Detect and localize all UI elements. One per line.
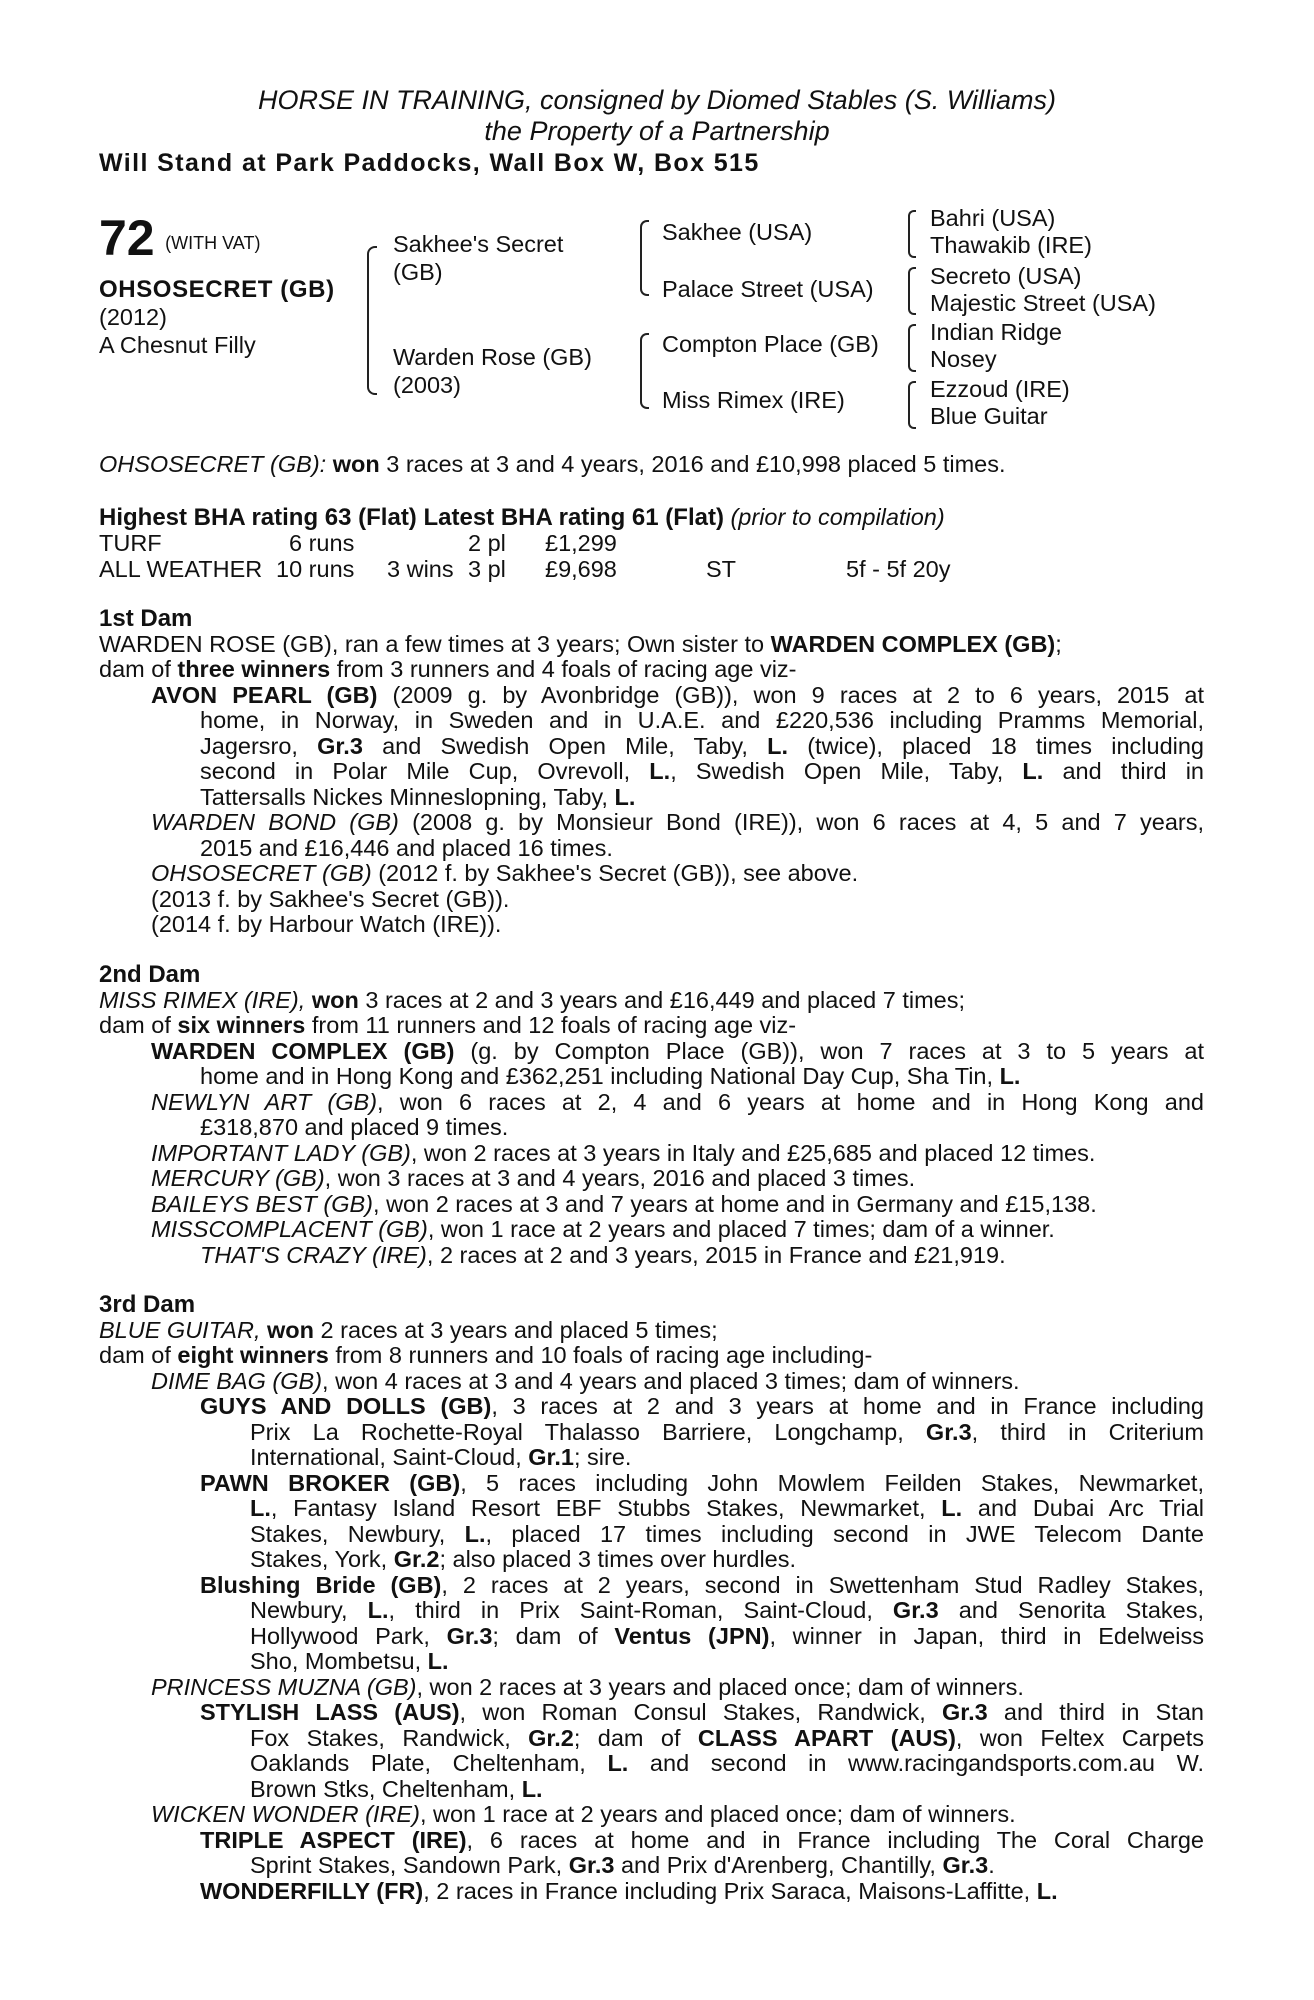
pedigree-sire-suffix: (GB) bbox=[393, 259, 443, 285]
text-line: Fox Stakes, Randwick, Gr.2; dam of CLASS APART (AUS), won Feltex Carpets bbox=[250, 1724, 1204, 1751]
record-row-turf bbox=[99, 531, 1199, 557]
bha-rating bbox=[99, 505, 945, 531]
text-line: home and in Hong Kong and £362,251 including National Day Cup, Sha Tin, L. bbox=[200, 1063, 1021, 1089]
text-line: NEWLYN ART (GB), won 6 races at 2, 4 and 6 years at home and in Hong Kong and bbox=[151, 1088, 1205, 1115]
rating-note: (prior to compilation) bbox=[730, 504, 945, 530]
record-cell: TURF bbox=[99, 530, 162, 556]
text-line: MISS RIMEX (IRE), won 3 races at 2 and 3 years and £16,449 and placed 7 times; bbox=[99, 986, 966, 1013]
summary-rest: 3 races at 3 and 4 years, 2016 and £10,998 placed 5 times. bbox=[379, 451, 1006, 477]
text-line: WARDEN COMPLEX (GB) (g. by Compton Place (GB)), won 7 races at 3 to 5 years at bbox=[151, 1037, 1204, 1064]
pedigree-dam-dam: Miss Rimex (IRE) bbox=[662, 387, 845, 413]
summary-won: won bbox=[332, 451, 380, 477]
pedigree-dam: Warden Rose (GB) bbox=[393, 344, 592, 370]
race-summary bbox=[99, 452, 1006, 478]
record-cell: 3 pl bbox=[468, 556, 506, 582]
text-line: Stakes, Newbury, L., placed 17 times including second in JWE Telecom Dante bbox=[250, 1520, 1204, 1547]
pedigree-brace-6 bbox=[908, 324, 916, 372]
text-line: OHSOSECRET (GB) (2012 f. by Sakhee's Secret (GB)), see above. bbox=[151, 860, 859, 886]
text-line: Newbury, L., third in Prix Saint-Roman, Saint-Cloud, Gr.3 and Senorita Stakes, bbox=[250, 1597, 1204, 1623]
pedigree-dd-dam: Blue Guitar bbox=[930, 403, 1048, 429]
text-line: WARDEN BOND (GB) (2008 g. by Monsieur Bond (IRE)), won 6 races at 4, 5 and 7 years, bbox=[151, 809, 1205, 835]
summary-horse: OHSOSECRET (GB): bbox=[99, 451, 327, 477]
record-cell: 6 runs bbox=[289, 530, 355, 556]
text-line: THAT'S CRAZY (IRE), 2 races at 2 and 3 years, 2015 in France and £21,919. bbox=[200, 1241, 1006, 1268]
text-line: Hollywood Park, Gr.3; dam of Ventus (JPN), winner in Japan, third in Edelweiss bbox=[250, 1622, 1204, 1649]
pedigree-brace-7 bbox=[908, 381, 916, 429]
pedigree-brace-3 bbox=[640, 333, 649, 409]
record-row-all-weather bbox=[99, 557, 1199, 583]
record-cell: 5f - 5f 20y bbox=[846, 556, 951, 582]
text-line: International, Saint-Cloud, Gr.1; sire. bbox=[250, 1444, 632, 1470]
pedigree-sire-dam: Palace Street (USA) bbox=[662, 276, 874, 302]
text-line: dam of eight winners from 8 runners and 10 foals of racing age including- bbox=[99, 1342, 873, 1368]
pedigree-ds-dam: Nosey bbox=[930, 346, 997, 372]
header-line-1: HORSE IN TRAINING, consigned by Diomed Stables (S. Williams) bbox=[258, 85, 1056, 115]
text-line: IMPORTANT LADY (GB), won 2 races at 3 years in Italy and £25,685 and placed 12 times. bbox=[151, 1139, 1096, 1166]
text-line: dam of six winners from 11 runners and 12 foals of racing age viz- bbox=[99, 1012, 797, 1038]
text-line: WICKEN WONDER (IRE), won 1 race at 2 years and placed once; dam of winners. bbox=[151, 1801, 1016, 1827]
text-line: Oaklands Plate, Cheltenham, L. and second in www.racingandsports.com.au W. bbox=[250, 1750, 1204, 1776]
record-cell: £1,299 bbox=[545, 530, 617, 556]
pedigree-dd-sire: Ezzoud (IRE) bbox=[930, 376, 1070, 402]
text-line: 2015 and £16,446 and placed 16 times. bbox=[200, 834, 613, 861]
text-line: MISSCOMPLACENT (GB), won 1 race at 2 years and placed 7 times; dam of a winner. bbox=[151, 1216, 1055, 1242]
pedigree-dam-year: (2003) bbox=[393, 372, 461, 398]
pedigree-brace-2 bbox=[640, 220, 649, 296]
text-line: (2013 f. by Sakhee's Secret (GB)). bbox=[151, 885, 510, 912]
pedigree-brace-1 bbox=[367, 246, 377, 395]
pedigree-sire: Sakhee's Secret bbox=[393, 231, 564, 257]
text-line: Stakes, York, Gr.2; also placed 3 times over hurdles. bbox=[250, 1546, 797, 1572]
text-line: Blushing Bride (GB), 2 races at 2 years, second in Swettenham Stud Radley Stakes, bbox=[200, 1571, 1205, 1598]
text-line: Brown Stks, Cheltenham, L. bbox=[250, 1775, 543, 1802]
record-cell: ALL WEATHER bbox=[99, 556, 263, 582]
record-cell: £9,698 bbox=[545, 556, 617, 582]
text-line: second in Polar Mile Cup, Ovrevoll, L., Swedish Open Mile, Taby, L. and third in bbox=[200, 758, 1204, 784]
text-line: £318,870 and placed 9 times. bbox=[200, 1114, 509, 1140]
horse-year: (2012) bbox=[99, 304, 167, 330]
section-heading: 1st Dam bbox=[99, 605, 193, 632]
text-line: PAWN BROKER (GB), 5 races including John Mowlem Feilden Stakes, Newmarket, bbox=[200, 1469, 1204, 1496]
third-dam-section bbox=[99, 1292, 1204, 1904]
pedigree-brace-5 bbox=[908, 267, 916, 315]
pedigree-sd-dam: Majestic Street (USA) bbox=[930, 290, 1156, 316]
section-heading: 2nd Dam bbox=[99, 961, 201, 988]
pedigree-ss-dam: Thawakib (IRE) bbox=[930, 232, 1092, 258]
horse-name: OHSOSECRET (GB) bbox=[99, 276, 335, 303]
text-line: L., Fantasy Island Resort EBF Stubbs Stakes, Newmarket, L. and Dubai Arc Trial bbox=[250, 1495, 1205, 1521]
text-line: TRIPLE ASPECT (IRE), 6 races at home and in France including The Coral Charge bbox=[200, 1826, 1205, 1853]
horse-description: A Chesnut Filly bbox=[99, 332, 256, 358]
record-cell: 2 pl bbox=[468, 530, 506, 556]
text-line: MERCURY (GB), won 3 races at 3 and 4 years, 2016 and placed 3 times. bbox=[151, 1165, 916, 1191]
text-line: STYLISH LASS (AUS), won Roman Consul Stakes, Randwick, Gr.3 and third in Stan bbox=[200, 1699, 1204, 1725]
rating-text: Highest BHA rating 63 (Flat) Latest BHA rating 61 (Flat) bbox=[99, 504, 724, 531]
text-line: WONDERFILLY (FR), 2 races in France including Prix Saraca, Maisons-Laffitte, L. bbox=[200, 1877, 1058, 1904]
text-line: WARDEN ROSE (GB), ran a few times at 3 years; Own sister to WARDEN COMPLEX (GB); bbox=[99, 630, 1062, 657]
record-cell: 3 wins bbox=[387, 556, 454, 582]
section-heading: 3rd Dam bbox=[99, 1291, 196, 1318]
pedigree-sd-sire: Secreto (USA) bbox=[930, 263, 1082, 289]
vat-label: (WITH VAT) bbox=[165, 233, 261, 253]
text-line: home, in Norway, in Sweden and in U.A.E. and £220,536 including Pramms Memorial, bbox=[200, 707, 1204, 733]
text-line: Sho, Mombetsu, L. bbox=[250, 1648, 449, 1674]
pedigree-brace-4 bbox=[908, 210, 916, 258]
pedigree-ss-sire: Bahri (USA) bbox=[930, 205, 1056, 231]
text-line: BAILEYS BEST (GB), won 2 races at 3 and 7 years at home and in Germany and £15,138. bbox=[151, 1190, 1097, 1217]
text-line: DIME BAG (GB), won 4 races at 3 and 4 years and placed 3 times; dam of winners. bbox=[151, 1367, 1020, 1394]
record-cell: ST bbox=[706, 556, 737, 582]
text-line: Jagersro, Gr.3 and Swedish Open Mile, Taby, L. (twice), placed 18 times including bbox=[200, 732, 1204, 759]
lot-number-block bbox=[99, 210, 261, 266]
text-line: dam of three winners from 3 runners and 4 foals of racing age viz- bbox=[99, 656, 797, 682]
first-dam-section bbox=[99, 606, 1204, 938]
text-line: Tattersalls Nickes Minneslopning, Taby, L. bbox=[200, 783, 636, 810]
text-line: Sprint Stakes, Sandown Park, Gr.3 and Prix d'Arenberg, Chantilly, Gr.3. bbox=[250, 1852, 995, 1878]
text-line: GUYS AND DOLLS (GB), 3 races at 2 and 3 years at home and in France including bbox=[200, 1393, 1204, 1419]
pedigree-sire-sire: Sakhee (USA) bbox=[662, 219, 813, 245]
text-line: (2014 f. by Harbour Watch (IRE)). bbox=[151, 911, 502, 937]
text-line: PRINCESS MUZNA (GB), won 2 races at 3 years and placed once; dam of winners. bbox=[151, 1673, 1024, 1700]
text-line: AVON PEARL (GB) (2009 g. by Avonbridge (GB)), won 9 races at 2 to 6 years, 2015 at bbox=[151, 681, 1204, 708]
header-line-2: the Property of a Partnership bbox=[484, 116, 830, 146]
text-line: BLUE GUITAR, won 2 races at 3 years and placed 5 times; bbox=[99, 1316, 718, 1343]
second-dam-section bbox=[99, 962, 1204, 1268]
pedigree-dam-sire: Compton Place (GB) bbox=[662, 331, 879, 357]
text-line: Prix La Rochette-Royal Thalasso Barriere, Longchamp, Gr.3, third in Criterium bbox=[250, 1418, 1204, 1445]
lot-number: 72 bbox=[99, 210, 155, 266]
header-line-3: Will Stand at Park Paddocks, Wall Box W, Box 515 bbox=[99, 149, 760, 177]
record-cell: 10 runs bbox=[276, 556, 355, 582]
pedigree-ds-sire: Indian Ridge bbox=[930, 319, 1062, 345]
